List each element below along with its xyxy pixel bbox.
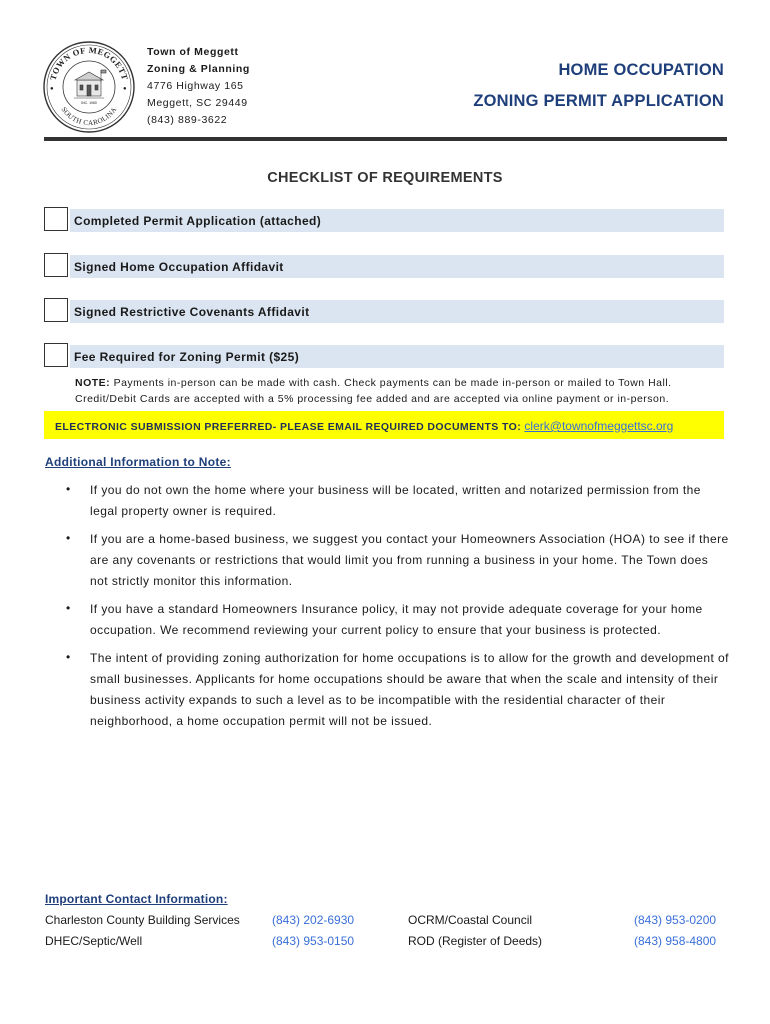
checklist-item	[44, 254, 724, 278]
bullet-icon: •	[66, 650, 71, 664]
checkbox-completed-application[interactable]	[44, 207, 68, 231]
contact-name: DHEC/Septic/Well	[45, 934, 143, 948]
note-label: NOTE:	[75, 377, 111, 389]
checkbox-covenants-affidavit[interactable]	[44, 298, 68, 322]
contact-phone[interactable]: (843) 953-0150	[272, 934, 355, 948]
checklist-label: Signed Home Occupation Affidavit	[74, 260, 284, 274]
contact-phone[interactable]: (843) 953-0200	[634, 913, 717, 927]
svg-text:●: ●	[123, 86, 127, 92]
seal-year: INC. 1960	[81, 101, 97, 105]
contact-phone[interactable]: (843) 202-6930	[272, 913, 355, 927]
document-title-line2: ZONING PERMIT APPLICATION	[473, 92, 724, 110]
checklist-label: Completed Permit Application (attached)	[74, 214, 322, 228]
note-line1: Payments in-person can be made with cash. Check payments can be made in-person or mailed to Town Hall.	[113, 377, 672, 389]
org-phone: (843) 889-3622	[147, 114, 228, 126]
seal-bottom-text: SOUTH CAROLINA	[59, 105, 119, 128]
clerk-email-link[interactable]: clerk@townofmeggettsc.org	[524, 419, 674, 433]
contact-info-title: Important Contact Information:	[45, 892, 228, 906]
bullet-icon: •	[66, 531, 71, 545]
checklist-item	[44, 208, 724, 232]
org-department: Zoning & Planning	[147, 63, 250, 75]
org-info	[147, 44, 250, 129]
note-line2: Credit/Debit Cards are accepted with a 5% processing fee added and are accepted via online payment or in-person.	[75, 393, 670, 405]
document-title-line1: HOME OCCUPATION	[558, 61, 724, 79]
list-item-text: The intent of providing zoning authorization for home occupations is to allow for the growth and development of small businesses. Applicants for home occupations should be aware that when the scale and intensity of their business activity expands to such a level as to be incompatible with the residential character of their neighborhood, a home occupation permit will not be issued.	[90, 651, 729, 728]
org-address-line1: 4776 Highway 165	[147, 80, 244, 92]
additional-info-title: Additional Information to Note:	[45, 455, 231, 469]
list-item-text: If you are a home-based business, we suggest you contact your Homeowners Association (HOA) to see if there are any covenants or restrictions that would limit you from running a business in your home. The Town does not strictly monitor this information.	[90, 532, 729, 588]
seal-top-text: TOWN OF MEGGETT	[47, 44, 131, 82]
bullet-icon: •	[66, 482, 71, 496]
contact-name: OCRM/Coastal Council	[408, 913, 533, 927]
electronic-submission-banner	[44, 411, 724, 439]
contact-name: ROD (Register of Deeds)	[408, 934, 543, 948]
org-address-line2: Meggett, SC 29449	[147, 97, 248, 109]
checklist-item	[44, 344, 724, 368]
checkbox-permit-fee[interactable]	[44, 343, 68, 367]
electronic-submission-text: ELECTRONIC SUBMISSION PREFERRED- PLEASE EMAIL REQUIRED DOCUMENTS TO:	[55, 421, 522, 433]
checklist-title: CHECKLIST OF REQUIREMENTS	[267, 170, 503, 186]
town-seal-logo	[42, 40, 136, 134]
payment-note	[75, 375, 725, 407]
org-name: Town of Meggett	[147, 46, 239, 58]
list-item-text: If you do not own the home where your business will be located, written and notarized permission from the legal property owner is required.	[90, 483, 701, 518]
bullet-icon: •	[66, 601, 71, 615]
svg-text:●: ●	[50, 86, 54, 92]
list-item-text: If you have a standard Homeowners Insurance policy, it may not provide adequate coverage for your home occupation. We recommend reviewing your current policy to ensure that your business is protected.	[90, 602, 703, 637]
checkbox-occupation-affidavit[interactable]	[44, 253, 68, 277]
header-divider	[44, 137, 727, 141]
checklist-label: Fee Required for Zoning Permit ($25)	[74, 350, 300, 364]
checklist-item	[44, 299, 724, 323]
checklist-label: Signed Restrictive Covenants Affidavit	[74, 305, 310, 319]
contact-name: Charleston County Building Services	[45, 913, 240, 927]
contact-phone[interactable]: (843) 958-4800	[634, 934, 717, 948]
